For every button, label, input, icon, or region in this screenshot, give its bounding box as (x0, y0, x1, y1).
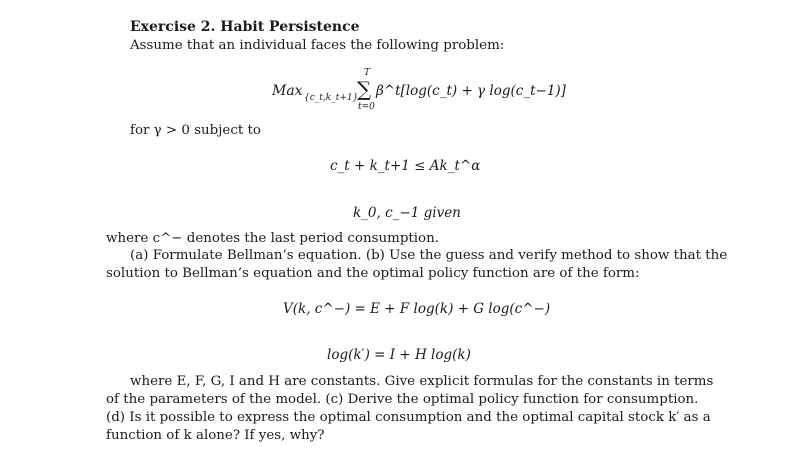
policy-function-equation: log(k′) = I + H log(k) (327, 347, 471, 363)
constraint-equation: c_t + k_t+1 ≤ Ak_t^α (330, 158, 481, 174)
initial-conditions: k_0, c_−1 given (353, 205, 461, 221)
exercise-intro: Assume that an individual faces the following problem: (130, 38, 505, 53)
sum-upper-limit: T (364, 68, 371, 78)
constants-line1: where E, F, G, I and H are constants. Give explicit formulas for the constants in terms (130, 374, 714, 389)
subject-line: for γ > 0 subject to (130, 123, 261, 138)
sum-lower-limit: t=0 (358, 102, 375, 112)
max-label: Max (272, 83, 303, 99)
max-subscript: {c_t,k_t+1} (304, 93, 359, 103)
exercise-title: Exercise 2. Habit Persistence (130, 19, 360, 35)
objective-equation (272, 66, 566, 116)
sum-symbol: ∑ (357, 77, 372, 101)
value-function-equation: V(k, c^−) = E + F log(k) + G log(c^−) (283, 301, 551, 317)
where-line: where c^− denotes the last period consumption. (106, 231, 439, 246)
constants-line4: function of k alone? If yes, why? (106, 428, 325, 443)
constants-line2: of the parameters of the model. (c) Derive the optimal policy function for consumption. (106, 392, 699, 407)
part-ab-line2: solution to Bellman’s equation and the optimal policy function are of the form: (106, 266, 640, 281)
part-ab-line1: (a) Formulate Bellman’s equation. (b) Use the guess and verify method to show that the (130, 248, 728, 263)
summand: β^t[log(c_t) + γ log(c_t−1)] (376, 83, 566, 99)
constants-line3: (d) Is it possible to express the optimal consumption and the optimal capital stock k′ as a (106, 410, 711, 425)
